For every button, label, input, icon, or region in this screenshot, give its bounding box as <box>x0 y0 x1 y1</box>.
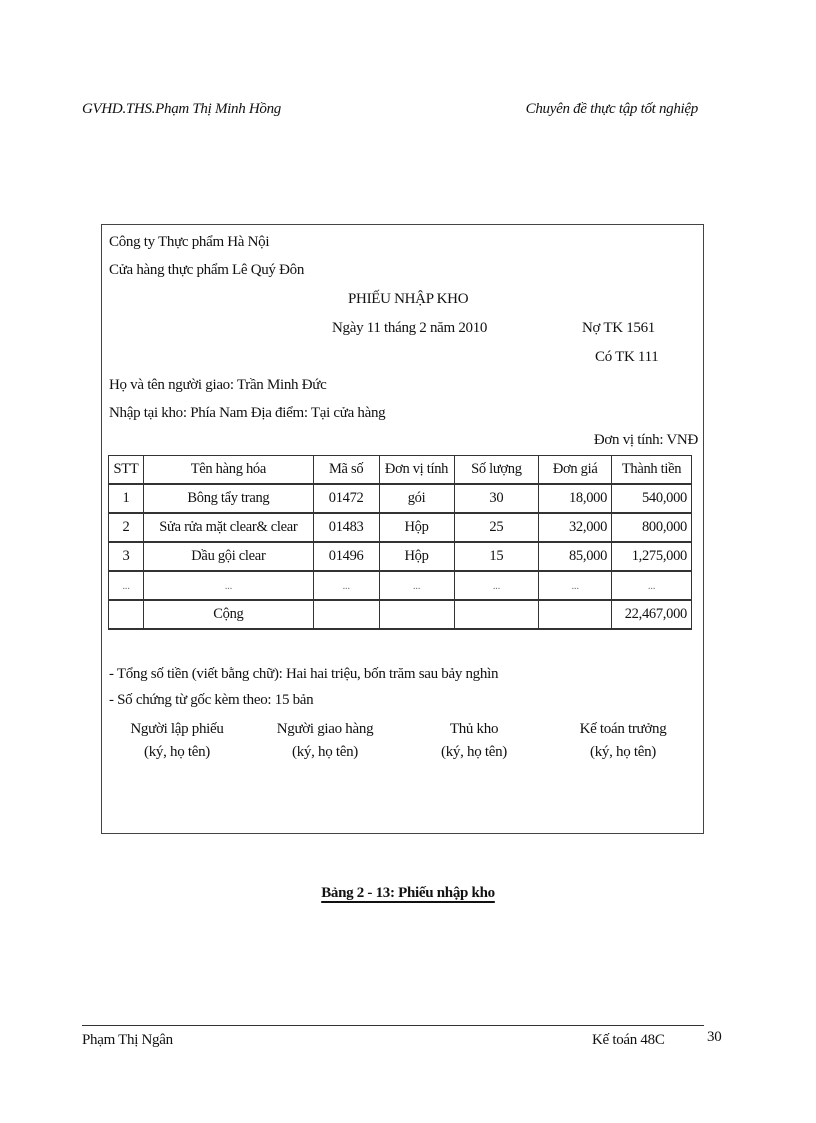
credit-account: Có TK 111 <box>595 349 659 365</box>
cell-amount: 800,000 <box>612 513 692 542</box>
cell-empty <box>454 600 539 629</box>
signature-note: (ký, họ tên) <box>292 744 358 760</box>
warehouse-location: Nhập tại kho: Phía Nam Địa điểm: Tại cửa hàng <box>109 405 386 421</box>
col-header-code: Mã số <box>313 456 379 485</box>
header-advisor: GVHD.THS.Phạm Thị Minh Hồng <box>82 101 281 117</box>
form-title: PHIẾU NHẬP KHO <box>348 291 469 307</box>
signature-role: Người giao hàng <box>276 721 374 737</box>
cell-unit: Hộp <box>379 513 454 542</box>
store-name: Cửa hàng thực phẩm Lê Quý Đôn <box>109 262 305 278</box>
table-row <box>109 484 692 513</box>
cell-unit-price: ... <box>539 571 612 600</box>
cell-unit: gói <box>379 484 454 513</box>
signature-note: (ký, họ tên) <box>441 744 507 760</box>
signature-role: Thủ kho <box>449 721 499 737</box>
signature-preparer <box>102 721 252 761</box>
signature-role: Kế toán trưởng <box>579 721 667 737</box>
cell-code: ... <box>313 571 379 600</box>
cell-item-name: Bông tẩy trang <box>143 484 313 513</box>
col-header-quantity: Số lượng <box>454 456 539 485</box>
table-total-row <box>109 600 692 629</box>
signature-note: (ký, họ tên) <box>590 744 656 760</box>
total-label: Cộng <box>143 600 313 629</box>
form-date: Ngày 11 tháng 2 năm 2010 <box>332 320 488 336</box>
col-header-stt: STT <box>109 456 144 485</box>
cell-quantity: 15 <box>454 542 539 571</box>
col-header-unit-price: Đơn giá <box>539 456 612 485</box>
deliverer-name: Họ và tên người giao: Trần Minh Đức <box>109 377 327 393</box>
cell-item-name: Dầu gội clear <box>143 542 313 571</box>
cell-empty <box>539 600 612 629</box>
cell-item-name: ... <box>143 571 313 600</box>
amount-in-words: - Tổng số tiền (viết bằng chữ): Hai hai triệu, bốn trăm sau bảy nghìn <box>109 666 499 682</box>
signature-role: Người lập phiếu <box>130 721 224 737</box>
cell-unit-price: 18,000 <box>539 484 612 513</box>
signature-deliverer <box>250 721 400 761</box>
cell-empty <box>313 600 379 629</box>
total-value: 22,467,000 <box>612 600 692 629</box>
table-caption <box>0 885 816 902</box>
company-name: Công ty Thực phẩm Hà Nội <box>109 234 270 250</box>
signature-note: (ký, họ tên) <box>144 744 210 760</box>
table-row <box>109 513 692 542</box>
cell-amount: 1,275,000 <box>612 542 692 571</box>
cell-code: 01496 <box>313 542 379 571</box>
table-header-row <box>109 456 692 485</box>
cell-quantity: 25 <box>454 513 539 542</box>
footer-class: Kế toán 48C <box>592 1032 665 1048</box>
cell-stt: ... <box>109 571 144 600</box>
goods-table <box>108 455 692 630</box>
cell-quantity: ... <box>454 571 539 600</box>
currency-unit: Đơn vị tính: VNĐ <box>593 432 698 448</box>
cell-code: 01483 <box>313 513 379 542</box>
cell-empty <box>109 600 144 629</box>
table-row-ellipsis <box>109 571 692 600</box>
cell-code: 01472 <box>313 484 379 513</box>
cell-stt: 2 <box>109 513 144 542</box>
caption-text: Bảng 2 - 13: Phiếu nhập kho <box>321 885 495 901</box>
cell-amount: ... <box>612 571 692 600</box>
cell-item-name: Sửa rửa mặt clear& clear <box>143 513 313 542</box>
attached-documents: - Số chứng từ gốc kèm theo: 15 bản <box>109 692 314 708</box>
cell-unit-price: 32,000 <box>539 513 612 542</box>
header-report-title: Chuyên đề thực tập tốt nghiệp <box>525 101 698 117</box>
cell-unit: Hộp <box>379 542 454 571</box>
cell-unit-price: 85,000 <box>539 542 612 571</box>
col-header-amount: Thành tiền <box>612 456 692 485</box>
page-number: 30 <box>707 1029 722 1045</box>
cell-stt: 1 <box>109 484 144 513</box>
cell-quantity: 30 <box>454 484 539 513</box>
footer-author: Phạm Thị Ngân <box>82 1032 173 1048</box>
debit-account: Nợ TK 1561 <box>582 320 655 336</box>
cell-unit: ... <box>379 571 454 600</box>
col-header-unit: Đơn vị tính <box>379 456 454 485</box>
signature-chief-accountant <box>548 721 698 761</box>
cell-stt: 3 <box>109 542 144 571</box>
table-row <box>109 542 692 571</box>
col-header-item-name: Tên hàng hóa <box>143 456 313 485</box>
cell-amount: 540,000 <box>612 484 692 513</box>
footer-divider <box>82 1025 704 1026</box>
cell-empty <box>379 600 454 629</box>
signature-storekeeper <box>399 721 549 761</box>
